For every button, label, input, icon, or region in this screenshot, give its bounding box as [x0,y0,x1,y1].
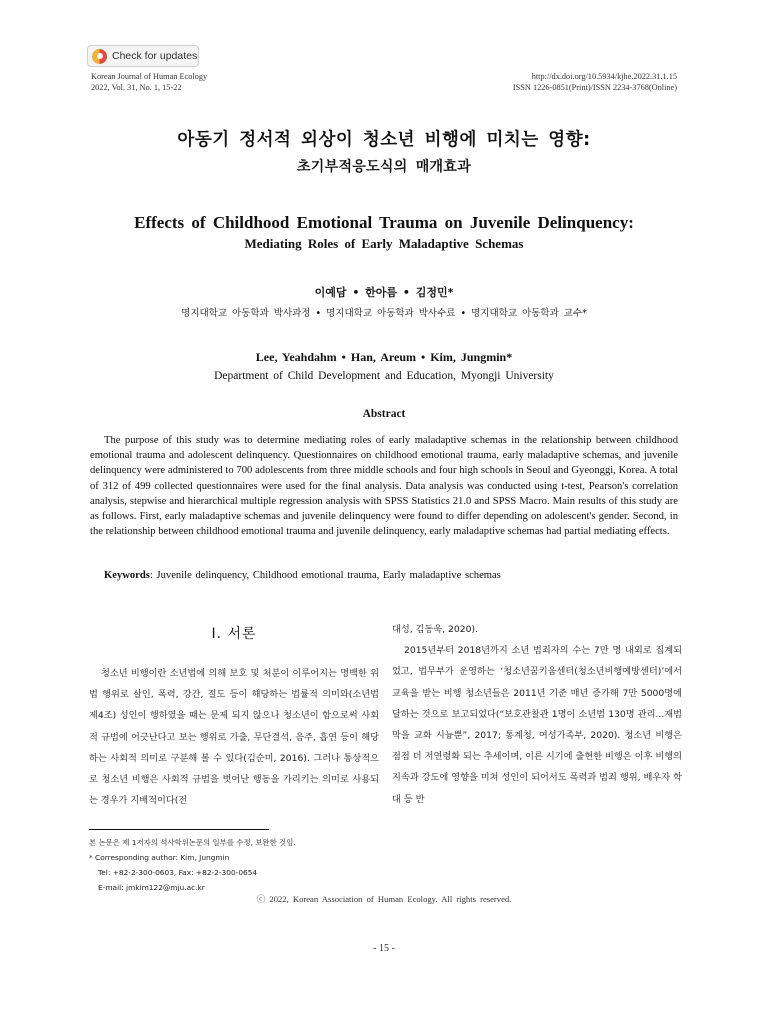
abstract-body: The purpose of this study was to determine mediating roles of early maladaptive schemas in the relationship between childhood emotional trauma and adolescent delinquency. Questionnaires on childhood emotional trauma, early maladaptive schemas, and juvenile delinquency were administered to 700 adolescents from three middle schools and four high schools in Seoul and Gyeonggi, Korea. A total of 312 of 499 collected questionnaires were used for the final analysis. Data analysis was conducted using t-test, Pearson's correlation analysis, stepwise and hierarchical multiple regression analysis with SPSS Statistics 21.0 and SPSS Macro. Main results of this study are as follows. First, early maladaptive schemas and juvenile delinquency were found to differ depending on adolescent's gender. Second, in the relationship between childhood emotional trauma and juvenile delinquency, early maladaptive schemas had partial mediating effects. [90,435,678,538]
footnote-thesis: 본 논문은 제 1저자의 석사학위논문의 일부를 수정, 보완한 것임. [89,838,296,847]
check-for-updates-label: Check for updates [112,50,198,62]
english-authors: Lee, Yeahdahm • Han, Areum • Kim, Jungmin* [255,350,513,364]
footnotes [89,835,296,895]
footnote-divider [89,829,269,830]
intro-paragraph-1: 청소년 비행이란 소년법에 의해 보호 및 처분이 이루어지는 명백한 위법 행위로 살인, 폭력, 강간, 절도 등이 해당하는 법률적 의미와(소년법 제4조) 성인이 행하였을 때는 문제 되지 않으나 청소년이 함으로써 사회적 규범에 어긋난다고 보는 행위로 가출, 무단결석, 음주, 흡연 등이 해당하는 사회적 의미로 구분해 볼 수 있다(김순미, 2016). 그러나 통상적으로 청소년 비행은 사회적 규범을 벗어난 행동을 가리키는 의미로 사용되는 경우가 지배적이다(전 [89,668,379,807]
korean-subtitle: 초기부적응도식의 매개효과 [296,159,472,175]
keywords-label: Keywords [104,570,150,581]
english-affiliation: Department of Child Development and Education, Myongji University [214,370,554,382]
right-column [392,619,682,810]
crossmark-icon [92,49,107,64]
journal-header-left [91,71,207,93]
footnote-tel-fax: Tel: +82-2-300-0603, Fax: +82-2-300-0654 [98,868,258,877]
journal-volume: 2022, Vol. 31, No. 1, 15-22 [91,83,182,92]
journal-header-right [513,71,677,93]
footnote-email: E-mail: jmkim122@mju.ac.kr [98,883,205,892]
korean-title: 아동기 정서적 외상이 청소년 비행에 미치는 영향: [177,130,591,150]
korean-authors: 이예담 • 한아름 • 김정민* [314,286,454,299]
keywords [104,570,501,581]
doi-link[interactable]: http://dx.doi.org/10.5934/kjhe.2022.31.1.15 [531,72,677,81]
journal-name: Korean Journal of Human Ecology [91,72,208,81]
copyright: ⓒ 2022, Korean Association of Human Ecology. All rights reserved. [256,894,512,904]
keywords-text: : Juvenile delinquency, Childhood emotional trauma, Early maladaptive schemas [149,570,501,581]
section-heading-introduction: Ⅰ. 서론 [211,626,257,642]
footnote-corresponding: * Corresponding author: Kim, Jungmin [89,853,230,862]
english-subtitle: Mediating Roles of Early Maladaptive Schemas [244,236,524,251]
english-title: Effects of Childhood Emotional Trauma on Juvenile Delinquency: [134,213,634,232]
intro-paragraph-1-continued: 대성, 김동욱, 2020). [392,624,478,635]
korean-affiliation: 명지대학교 아동학과 박사과정 • 명지대학교 아동학과 박사수료 • 명지대학교 아동학과 교수* [181,308,587,319]
page-number: - 15 - [373,943,395,954]
intro-paragraph-2: 2015년부터 2018년까지 소년 범죄자의 수는 7만 명 내외로 집계되었고, 법무부가 운영하는 ‘청소년꿈키움센터(청소년비행예방센터)’에서 교육을 받는 비행 청소년들은 2011년 기준 매년 증가해 7만 5000명에 달하는 것으로 보고되었다(“보호관찰관 1명이 소년범 130명 관리...재범 막을 교화 시늉뿐”, 2017; 통계청, 여성가족부, 2020). 청소년 비행은 점점 더 저연령화 되는 추세이며, 이른 시기에 출현한 비행은 이후 비행의 지속과 강도에 영향을 미쳐 성인이 되어서도 폭력과 범죄 행위, 배우자 학대 등 반 [392,645,682,805]
check-for-updates-button[interactable] [87,45,199,67]
left-column [89,663,379,811]
issn: ISSN 1226-0851(Print)/ISSN 2234-3768(Online) [512,83,677,92]
abstract-heading: Abstract [362,408,406,420]
